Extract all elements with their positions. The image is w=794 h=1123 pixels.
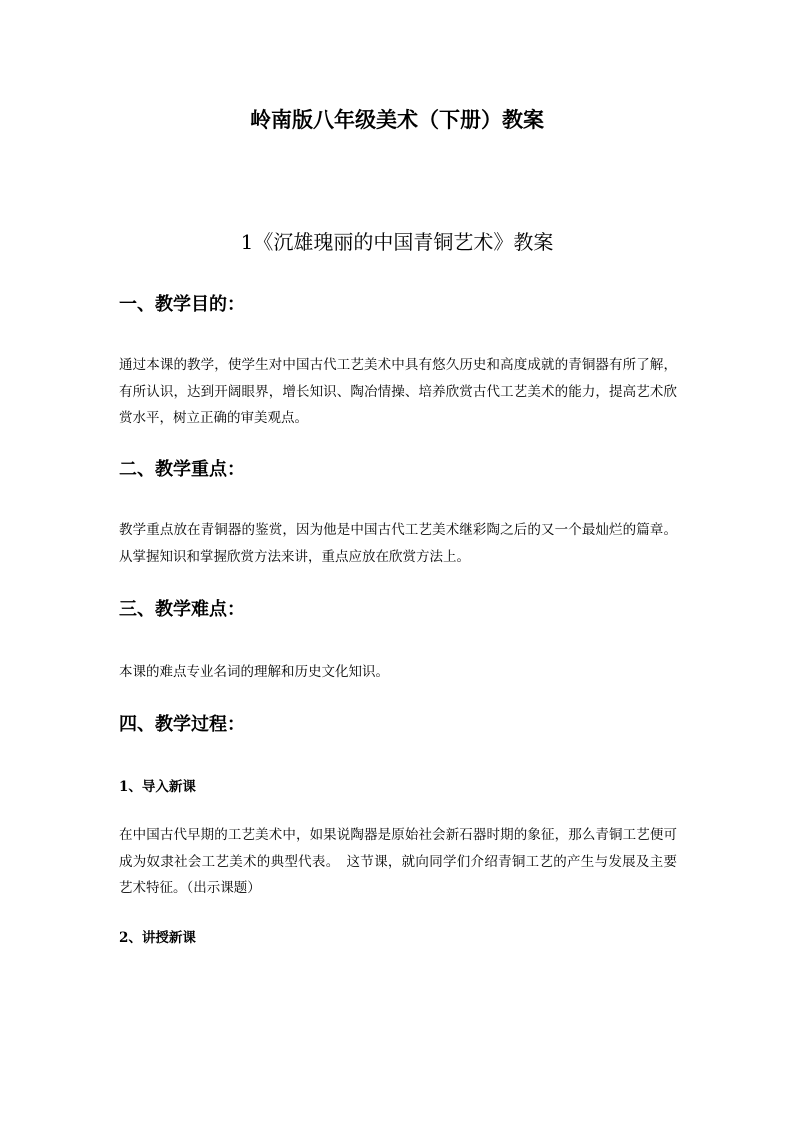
lesson-title: 1《沉雄瑰丽的中国青铜艺术》教案 [240, 230, 554, 254]
document-title: 岭南版八年级美术（下册）教案 [250, 108, 544, 132]
section-text-key-points: 教学重点放在青铜器的鉴赏，因为他是中国古代工艺美术继彩陶之后的又一个最灿烂的篇章。从掌握知识和掌握欣赏方法来讲，重点应放在欣赏方法上。 [119, 522, 677, 565]
section-text-difficulties: 本课的难点专业名词的理解和历史文化知识。 [119, 664, 389, 680]
section-heading-key-points: 二、教学重点： [119, 459, 245, 480]
process-step-text-1: 在中国古代早期的工艺美术中，如果说陶器是原始社会新石器时期的象征，那么青铜工艺便可成为奴隶社会工艺美术的典型代表。 这节课，就向同学们介绍青铜工艺的产生与发展及主要艺术特征。（出示课题） [119, 827, 677, 896]
section-heading-difficulties: 三、教学难点： [119, 599, 245, 620]
section-heading-objectives: 一、教学目的： [119, 294, 245, 315]
section-text-objectives: 通过本课的教学，使学生对中国古代工艺美术中具有悠久历史和高度成就的青铜器有所了解，有所认识，达到开阔眼界，增长知识、陶冶情操、培养欣赏古代工艺美术的能力，提高艺术欣赏水平，树立正确的审美观点。 [119, 357, 677, 426]
section-heading-process: 四、教学过程： [119, 714, 245, 735]
process-step-label-1: 1、导入新课 [119, 779, 196, 795]
process-step-label-2: 2、讲授新课 [119, 930, 196, 946]
